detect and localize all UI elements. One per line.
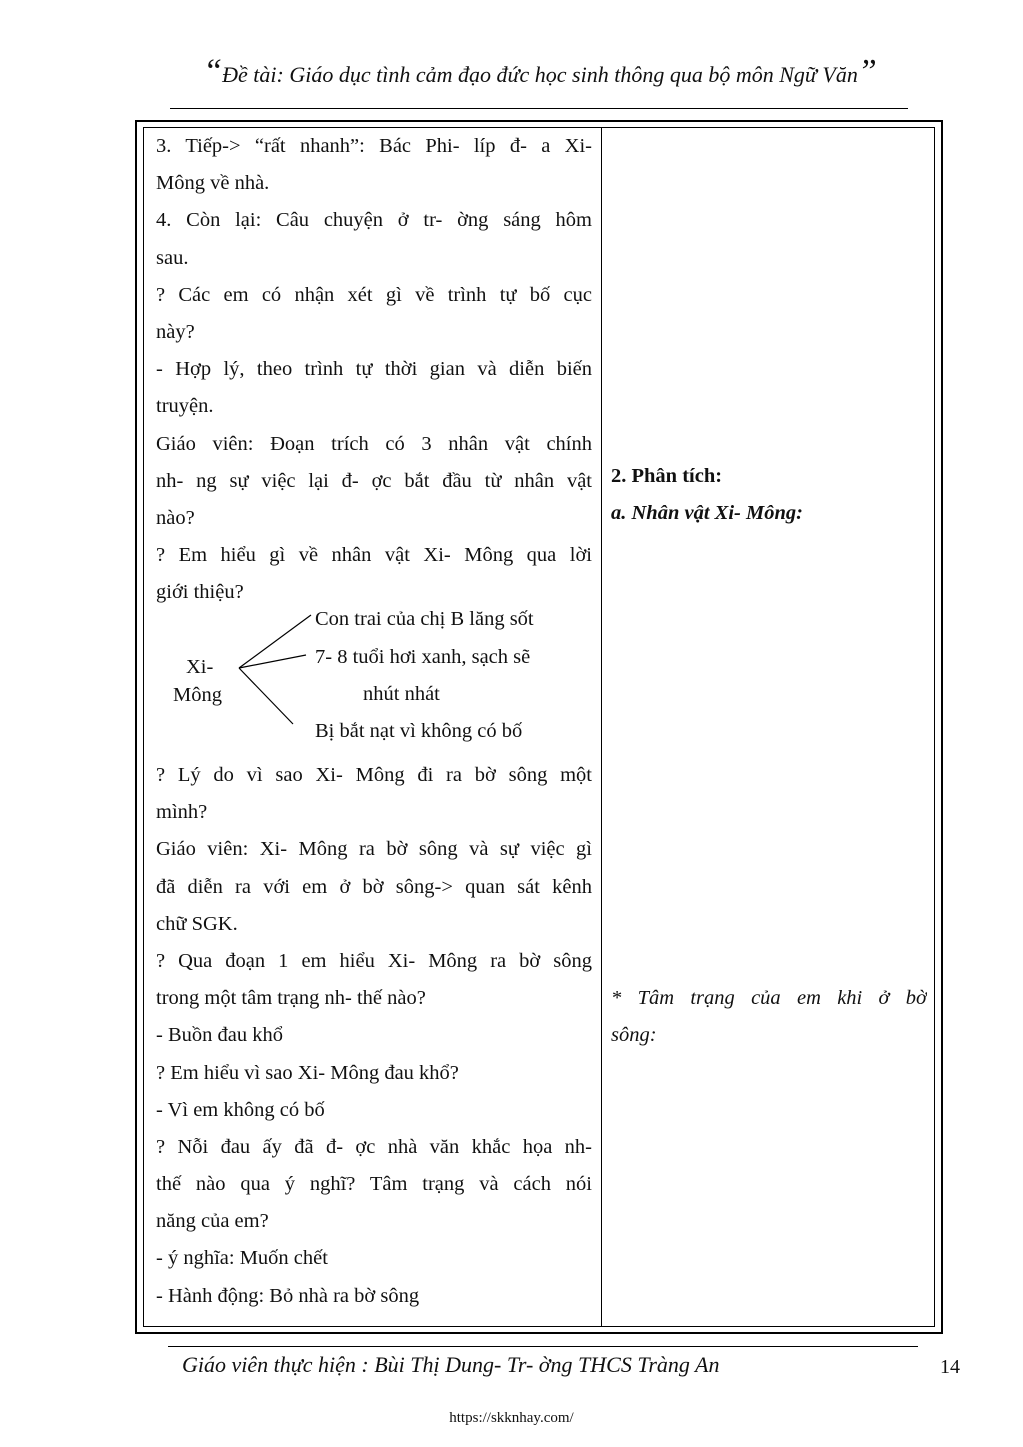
text-line: 4. Còn lại: Câu chuyện ở tr- ờng sáng hôm xyxy=(156,209,592,232)
section-title: 2. Phân tích: xyxy=(611,465,723,487)
text-line: - Hợp lý, theo trình tự thời gian và diễn biến xyxy=(156,358,592,381)
text-line: chữ SGK. xyxy=(156,912,238,935)
header-rule xyxy=(170,108,908,109)
text-line: ? Em hiểu vì sao Xi- Mông đau khổ? xyxy=(156,1061,459,1084)
text-line: ? Các em có nhận xét gì về trình tự bố cục xyxy=(156,283,592,306)
diagram-branch: Con trai của chị B lăng sốt xyxy=(315,608,534,630)
text-line: - Vì em không có bố xyxy=(156,1098,325,1121)
text-line: giới thiệu? xyxy=(156,581,244,604)
text-line: - Hành động: Bỏ nhà ra bờ sông xyxy=(156,1284,420,1307)
diagram-branch: nhút nhát xyxy=(363,683,440,705)
diagram-branch: 7- 8 tuổi hơi xanh, sạch sẽ xyxy=(315,646,531,668)
diagram-center-label: Mông xyxy=(173,684,222,706)
document-header xyxy=(170,53,910,102)
diagram-center-label: Xi- xyxy=(186,656,214,678)
text-line: này? xyxy=(156,320,195,343)
text-line: 3. Tiếp-> “rất nhanh”: Bác Phi- líp đ- a Xi- xyxy=(156,135,592,157)
note-line: * Tâm trạng của em khi ở bờ xyxy=(611,987,927,1009)
right-column-analysis xyxy=(611,458,927,532)
text-line: Giáo viên: Đoạn trích có 3 nhân vật chính xyxy=(156,432,592,455)
footer-rule xyxy=(168,1346,918,1347)
text-line: thế nào qua ý nghĩ? Tâm trạng và cách nói xyxy=(156,1173,592,1196)
character-diagram xyxy=(156,604,596,752)
text-line: ? Lý do vì sao Xi- Mông đi ra bờ sông một xyxy=(156,764,592,786)
text-line: Giáo viên: Xi- Mông ra bờ sông và sự việc gì xyxy=(156,838,592,861)
source-url: https://skknhay.com/ xyxy=(449,1410,574,1426)
header-open-quote: “ xyxy=(203,53,223,90)
text-line: đã diễn ra với em ở bờ sông-> quan sát kênh xyxy=(156,875,592,898)
left-column-bottom xyxy=(156,757,592,1315)
text-line: mình? xyxy=(156,801,208,824)
note-line: sông: xyxy=(611,1024,657,1047)
left-column-top xyxy=(156,128,592,611)
text-line: năng của em? xyxy=(156,1210,269,1233)
page-number: 14 xyxy=(940,1356,960,1378)
footer-author: Giáo viên thực hiện : Bùi Thị Dung- Tr- ờng THCS Tràng An xyxy=(182,1352,720,1377)
text-line: sau. xyxy=(156,246,189,269)
subsection-title: a. Nhân vật Xi- Mông: xyxy=(611,502,803,525)
diagram-branch: Bị bắt nạt vì không có bố xyxy=(315,720,523,742)
text-line: truyện. xyxy=(156,395,214,418)
right-column-note xyxy=(611,980,927,1054)
text-line: ? Nỗi đau ấy đã đ- ợc nhà văn khắc họa nh- xyxy=(156,1135,592,1158)
header-title: Đề tài: Giáo dục tình cảm đạo đức học sinh thông qua bộ môn Ngữ Văn xyxy=(222,62,858,87)
text-line: Mông về nhà. xyxy=(156,172,270,195)
text-line: nào? xyxy=(156,506,195,529)
text-line: nh- ng sự việc lại đ- ợc bắt đầu từ nhân vật xyxy=(156,469,592,492)
text-line: - ý nghĩa: Muốn chết xyxy=(156,1247,328,1270)
text-line: - Buồn đau khổ xyxy=(156,1024,283,1047)
text-line: trong một tâm trạng nh- thế nào? xyxy=(156,987,426,1010)
text-line: ? Qua đoạn 1 em hiểu Xi- Mông ra bờ sông xyxy=(156,949,592,972)
text-line: ? Em hiểu gì về nhân vật Xi- Mông qua lời xyxy=(156,544,592,567)
header-close-quote: ” xyxy=(857,53,877,90)
column-divider xyxy=(601,127,602,1327)
